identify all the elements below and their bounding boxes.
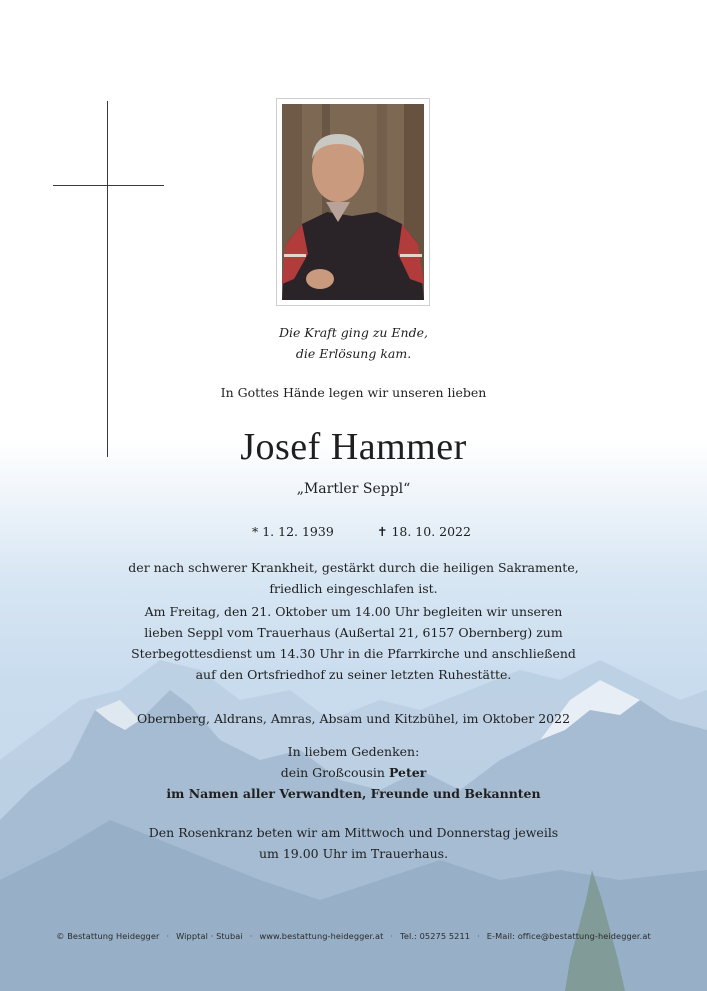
mourner-name: Peter: [388, 765, 427, 780]
death-date: ✝ 18. 10. 2022: [377, 524, 471, 539]
nickname: „Martler Seppl“: [296, 481, 411, 497]
paragraph-line: friedlich eingeschlafen ist.: [269, 581, 438, 596]
footer-website[interactable]: www.bestattung-heidegger.at: [259, 931, 384, 941]
footer-company: © Bestattung Heidegger: [56, 931, 160, 941]
places-line: Obernberg, Aldrans, Amras, Absam und Kitzbühel, im Oktober 2022: [136, 711, 571, 726]
deceased-name: Josef Hammer: [240, 426, 467, 468]
paragraph-line: lieben Seppl vom Trauerhaus (Außertal 21, 6157 Obernberg) zum: [144, 625, 563, 640]
intro-text: In Gottes Hände legen wir unseren lieben: [220, 385, 487, 400]
footer-separator: ·: [390, 931, 394, 941]
footer-separator: ·: [477, 931, 480, 941]
mourners-line: [0, 762, 707, 783]
illness-paragraph: [0, 557, 707, 599]
paragraph-line: Sterbegottesdienst um 14.30 Uhr in die Pfarrkirche und anschließend: [131, 646, 576, 661]
footer-separator: ·: [166, 931, 170, 941]
footer-region: Wipptal · Stubai: [176, 931, 243, 941]
mourners-heading: In liebem Gedenken:: [287, 744, 420, 759]
cross-vertical: [107, 101, 108, 457]
paragraph-line: auf den Ortsfriedhof zu seiner letzten Ruhestätte.: [195, 667, 512, 682]
portrait-photo: [282, 104, 424, 300]
paragraph-line: Am Freitag, den 21. Oktober um 14.00 Uhr begleiten wir unseren: [144, 604, 563, 619]
portrait-frame: [276, 98, 430, 306]
quote: [0, 322, 707, 364]
quote-line: Die Kraft ging zu Ende,: [279, 325, 428, 340]
mourners-relatives: im Namen aller Verwandten, Freunde und Bekannten: [166, 786, 541, 801]
funeral-paragraph: [0, 601, 707, 685]
footer-phone: Tel.: 05275 5211: [400, 931, 471, 941]
footer: [0, 931, 707, 941]
footer-separator: ·: [249, 931, 253, 941]
birth-date: * 1. 12. 1939: [252, 524, 334, 539]
mourners-relation: dein Großcousin: [280, 765, 389, 780]
rosary-paragraph: [0, 822, 707, 864]
paragraph-line: Den Rosenkranz beten wir am Mittwoch und Donnerstag jeweils: [148, 825, 559, 840]
paragraph-line: um 19.00 Uhr im Trauerhaus.: [258, 846, 449, 861]
paragraph-line: der nach schwerer Krankheit, gestärkt durch die heiligen Sakramente,: [128, 560, 579, 575]
mourners-block: [0, 741, 707, 804]
cross-horizontal: [53, 185, 164, 186]
quote-line: die Erlösung kam.: [295, 346, 412, 361]
footer-email[interactable]: E-Mail: office@bestattung-heidegger.at: [486, 931, 651, 941]
